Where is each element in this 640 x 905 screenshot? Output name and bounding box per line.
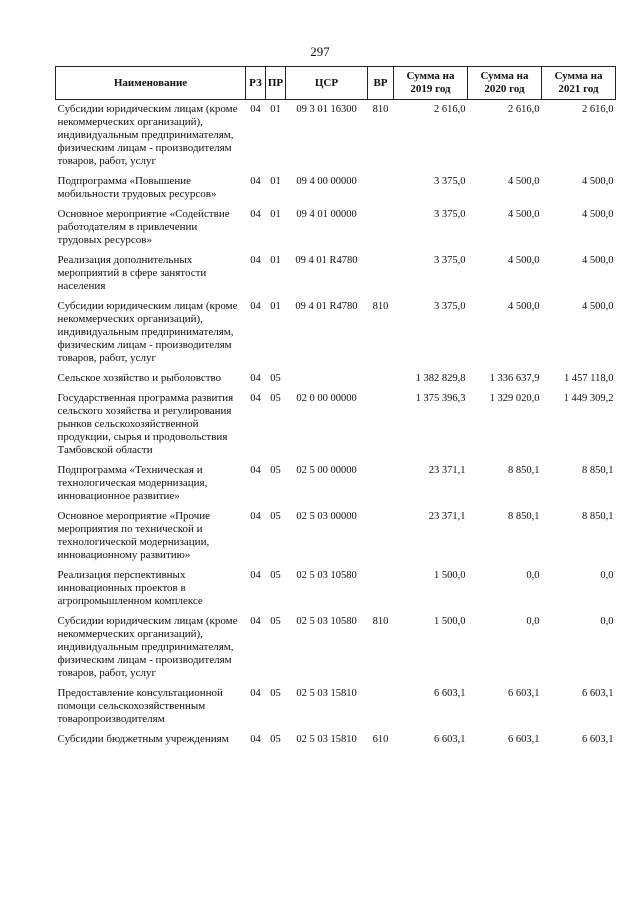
row-sum-2019: 3 375,0	[434, 176, 466, 187]
row-rz: 04	[250, 570, 261, 581]
header-sum-2021: Сумма на 2021 год	[542, 67, 616, 100]
row-pr: 05	[270, 688, 281, 699]
table-row	[56, 461, 616, 507]
row-pr: 05	[270, 465, 281, 476]
row-sum-2021: 6 603,1	[582, 688, 614, 699]
table-row	[56, 684, 616, 730]
row-pr: 01	[270, 301, 281, 312]
row-sum-2019: 3 375,0	[434, 301, 466, 312]
row-pr: 05	[270, 734, 281, 745]
row-sum-2019: 1 500,0	[434, 570, 466, 581]
row-sum-2021: 4 500,0	[582, 176, 614, 187]
table-row	[56, 730, 616, 750]
table-row	[56, 251, 616, 297]
row-rz: 04	[250, 209, 261, 220]
row-sum-2019: 3 375,0	[434, 255, 466, 266]
row-sum-2020: 4 500,0	[508, 176, 540, 187]
row-sum-2019: 23 371,1	[428, 465, 466, 476]
row-sum-2020: 0,0	[526, 570, 540, 581]
row-rz: 04	[250, 373, 261, 384]
row-pr: 05	[270, 393, 281, 404]
table-row	[56, 612, 616, 684]
row-pr: 01	[270, 104, 281, 115]
row-sum-2020: 1 336 637,9	[489, 373, 540, 384]
row-sum-2021: 4 500,0	[582, 255, 614, 266]
row-sum-2020: 8 850,1	[508, 511, 540, 522]
row-name: Подпрограмма «Повышение мобильности трудовых ресурсов»	[57, 175, 217, 200]
row-sum-2020: 6 603,1	[508, 734, 540, 745]
row-rz: 04	[250, 301, 261, 312]
row-name: Реализация дополнительных мероприятий в сфере занятости населения	[57, 254, 207, 292]
row-sum-2019: 1 382 829,8	[415, 373, 466, 384]
header-rz: РЗ	[246, 67, 266, 100]
table-row	[56, 205, 616, 251]
row-csr: 02 5 03 15810	[296, 734, 357, 745]
row-pr: 05	[270, 616, 281, 627]
row-csr: 09 4 00 00000	[296, 176, 357, 187]
row-rz: 04	[250, 511, 261, 522]
row-rz: 04	[250, 688, 261, 699]
row-vr	[368, 251, 394, 297]
row-sum-2021: 1 449 309,2	[563, 393, 614, 404]
row-name: Сельское хозяйство и рыболовство	[57, 372, 222, 384]
row-sum-2019: 1 500,0	[434, 616, 466, 627]
table-row	[56, 566, 616, 612]
row-sum-2021: 8 850,1	[582, 511, 614, 522]
row-vr	[368, 507, 394, 566]
row-vr	[368, 461, 394, 507]
row-rz: 04	[250, 616, 261, 627]
row-name: Основное мероприятие «Прочие мероприятия по технической и технологической модернизации, инновационному развитию»	[57, 510, 211, 561]
row-sum-2021: 1 457 118,0	[564, 373, 614, 384]
row-sum-2020: 4 500,0	[508, 209, 540, 220]
row-sum-2019: 2 616,0	[434, 104, 466, 115]
row-name: Субсидии юридическим лицам (кроме некоммерческих организаций), индивидуальным предпринимателям, физическим лицам - производителям товаров, работ, услуг	[57, 615, 238, 679]
row-pr: 01	[270, 176, 281, 187]
row-csr: 02 5 03 10580	[296, 616, 357, 627]
row-vr	[368, 566, 394, 612]
row-name: Субсидии юридическим лицам (кроме некоммерческих организаций), индивидуальным предпринимателям, физическим лицам - производителям товаров, работ, услуг	[57, 103, 238, 167]
row-sum-2021: 2 616,0	[582, 104, 614, 115]
row-csr: 09 4 01 R4780	[295, 301, 358, 312]
row-vr: 810	[372, 616, 389, 627]
table-row	[56, 172, 616, 205]
row-sum-2021: 8 850,1	[582, 465, 614, 476]
row-sum-2020: 1 329 020,0	[489, 393, 540, 404]
table-row	[56, 507, 616, 566]
page-number: 297	[310, 44, 330, 59]
header-sum-2019: Сумма на 2019 год	[394, 67, 468, 100]
row-vr	[368, 684, 394, 730]
header-sum-2020: Сумма на 2020 год	[468, 67, 542, 100]
row-csr	[286, 369, 368, 389]
row-csr: 02 5 03 00000	[296, 511, 357, 522]
row-csr: 02 5 03 10580	[296, 570, 357, 581]
row-name: Субсидии юридическим лицам (кроме некоммерческих организаций), индивидуальным предпринимателям, физическим лицам - производителям товаров, работ, услуг	[57, 300, 238, 364]
row-vr	[368, 389, 394, 461]
row-csr: 02 5 03 15810	[296, 688, 357, 699]
row-csr: 09 4 01 R4780	[295, 255, 358, 266]
row-sum-2021: 0,0	[600, 570, 614, 581]
table-row	[56, 389, 616, 461]
row-rz: 04	[250, 104, 261, 115]
row-name: Предоставление консультационной помощи сельскохозяйственным товаропроизводителям	[57, 687, 223, 725]
row-csr: 02 0 00 00000	[296, 393, 357, 404]
row-sum-2020: 8 850,1	[508, 465, 540, 476]
row-rz: 04	[250, 734, 261, 745]
row-sum-2021: 6 603,1	[582, 734, 614, 745]
row-pr: 05	[270, 511, 281, 522]
row-vr: 810	[372, 104, 389, 115]
row-pr: 05	[270, 373, 281, 384]
row-sum-2021: 4 500,0	[582, 209, 614, 220]
row-pr: 01	[270, 209, 281, 220]
budget-table	[55, 66, 616, 750]
row-sum-2020: 0,0	[526, 616, 540, 627]
row-name: Основное мероприятие «Содействие работодателям в привлечении трудовых ресурсов»	[57, 208, 230, 246]
row-vr: 810	[372, 301, 389, 312]
row-sum-2019: 6 603,1	[434, 734, 466, 745]
row-sum-2021: 4 500,0	[582, 301, 614, 312]
row-sum-2019: 23 371,1	[428, 511, 466, 522]
row-sum-2019: 3 375,0	[434, 209, 466, 220]
row-sum-2020: 4 500,0	[508, 255, 540, 266]
row-sum-2019: 1 375 396,3	[415, 393, 466, 404]
header-name: Наименование	[56, 67, 246, 100]
table-body	[56, 100, 616, 751]
row-sum-2020: 6 603,1	[508, 688, 540, 699]
table-row	[56, 369, 616, 389]
table-header	[56, 67, 616, 100]
row-sum-2021: 0,0	[600, 616, 614, 627]
row-vr	[368, 205, 394, 251]
row-rz: 04	[250, 465, 261, 476]
row-csr: 09 3 01 16300	[296, 104, 357, 115]
row-name: Подпрограмма «Техническая и технологическая модернизация, инновационное развитие»	[57, 464, 208, 502]
table-row	[56, 100, 616, 173]
row-vr: 610	[372, 734, 389, 745]
row-rz: 04	[250, 255, 261, 266]
row-name: Реализация перспективных инновационных проектов в агропромышленном комплексе	[57, 569, 203, 607]
row-sum-2020: 2 616,0	[508, 104, 540, 115]
row-rz: 04	[250, 393, 261, 404]
row-vr	[368, 172, 394, 205]
row-pr: 01	[270, 255, 281, 266]
row-csr: 02 5 00 00000	[296, 465, 357, 476]
header-pr: ПР	[266, 67, 286, 100]
row-pr: 05	[270, 570, 281, 581]
header-vr: ВР	[368, 67, 394, 100]
row-vr	[368, 369, 394, 389]
row-rz: 04	[250, 176, 261, 187]
row-name: Субсидии бюджетным учреждениям	[57, 733, 229, 745]
row-sum-2020: 4 500,0	[508, 301, 540, 312]
table-row	[56, 297, 616, 369]
row-csr: 09 4 01 00000	[296, 209, 357, 220]
row-name: Государственная программа развития сельского хозяйства и регулирования рынков сельскохозяйственной продукции, сырья и продовольствия Тамбовской области	[57, 392, 234, 456]
header-csr: ЦСР	[286, 67, 368, 100]
row-sum-2019: 6 603,1	[434, 688, 466, 699]
